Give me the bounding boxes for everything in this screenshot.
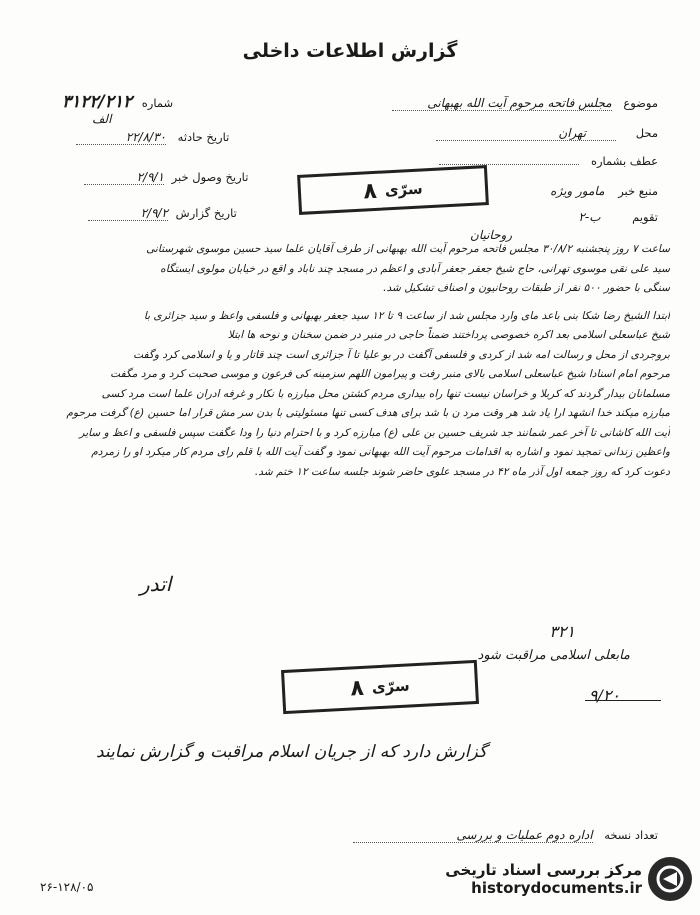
report-body xyxy=(28,240,670,482)
body-line: سنگی با حضور ۵۰۰ نفر از طبقات روحانیون و اصناف تشکیل شد. xyxy=(383,282,670,294)
stamp-label: سرّی xyxy=(384,179,424,200)
number-value: ۳۱۲۲/۲۱۲ xyxy=(62,92,133,112)
subject-row xyxy=(392,96,658,111)
body-line: مسلمانان بیدار گردند که کربلا و خراسان نیست تنها راه بیداری مردم کشتن محل مبارزه با نکار و غرفه ادران علما است مرد کسی xyxy=(101,387,670,400)
annotation-underline xyxy=(585,700,661,701)
annotation-unit-note: مابعلی اسلامی مراقبت شود xyxy=(477,648,630,663)
place-value: تهران xyxy=(436,126,616,141)
classification-stamp-bottom xyxy=(281,660,479,714)
body-line: شیخ عباسعلی اسلامی بعد اکره خصوصی پرداختند ضمناً حاجی در منبر در ضمن سخنان و نوحه ها ابتلا xyxy=(227,329,670,341)
body-line: ابتدا الشیخ رضا شکا بنی باعد مای وارد مجلس شد از ساعت ۹ تا ۱۲ سید جعفر بهبهانی و فلسفی واعظ و سید جزائری با xyxy=(143,309,670,322)
annotation-number-9: ۹/۲۰ xyxy=(588,686,620,705)
receipt-date-row xyxy=(84,170,248,185)
copies-label: تعداد نسخه xyxy=(604,828,658,842)
report-date-row xyxy=(88,206,237,221)
subject-value: مجلس فاتحه مرحوم آیت الله بهبهانی xyxy=(392,96,612,111)
handwritten-initials: اتدر xyxy=(140,572,172,596)
source-value: مامور ویژه xyxy=(550,184,605,198)
body-line: مرحوم امام اسنادا شیخ عباسعلی اسلامی بالای منبر رفت و پیرامون اللهم سزمینه کی فرعون و موسی صحبت کرد و مرد مگفت xyxy=(110,368,670,380)
body-line: مبارزه میکند خدا انشهد ارا یاد شد هر وقت مرد ن با شد برای هدف کسی تنها مسئولیتی با بدن سر مش قرار اما حسین (ع) گرفت مرحوم xyxy=(66,407,670,419)
incident-date-row xyxy=(76,130,229,145)
source-row xyxy=(550,184,658,198)
body-line: دعوت کرد که روز جمعه اول آذر ماه ۴۲ در مسجد علوی حاضر شوند جلسه ساعت ۱۲ ختم شد. xyxy=(254,465,670,478)
archive-logo-icon xyxy=(648,857,692,901)
number-row xyxy=(62,92,173,112)
handwritten-note-top: روحانیان xyxy=(470,228,513,242)
incident-date-value: ۲۲/۸/۳۰ xyxy=(76,130,166,145)
watermark-line2: historydocuments.ir xyxy=(471,879,642,897)
receipt-date-label: تاریخ وصول خبر xyxy=(171,170,249,184)
stamp-label: سرّی xyxy=(371,676,411,697)
watermark xyxy=(445,857,692,901)
copies-value: اداره دوم عملیات و بررسی xyxy=(353,828,593,843)
body-line: بروجردی از محل و رسالت امه شد از کردی و فلسفی آگفت در بو علیا تا آ جزائری است چند قاتار و یا و اسلامی کرد وگفت xyxy=(133,348,670,361)
watermark-text xyxy=(445,861,642,897)
annotation-number-321: ۳۲۱ xyxy=(549,622,575,641)
report-date-label: تاریخ گزارش xyxy=(175,206,237,220)
body-line: ساعت ۷ روز پنجشنبه ۳۰/۸/۲ مجلس فاتحه مرحوم آیت الله بهبهانی از طرف آقایان علما سید حسین موسوی شهرستانی xyxy=(146,243,670,255)
number-suffix: الف xyxy=(92,112,112,126)
watermark-line1: مرکز بررسی اسناد تاریخی xyxy=(445,861,642,879)
place-row xyxy=(436,126,658,141)
evaluation-value: ب-۲ xyxy=(578,210,601,224)
body-line: سید علی نقی موسوی تهرانی، حاج شیخ جعفر جعفر آبادی و اعظم در مسجد چند ناباد و اقع در خیابان مولوی ایستگاه xyxy=(160,262,670,275)
evaluation-row xyxy=(578,210,658,224)
incident-date-label: تاریخ حادثه xyxy=(177,130,230,144)
subject-label: موضوع xyxy=(623,96,658,110)
ref-number-label: عطف بشماره xyxy=(590,154,658,168)
number-label: شماره xyxy=(141,96,174,110)
stamp-value: ۸ xyxy=(349,675,365,702)
number-suffix-row xyxy=(92,112,111,126)
source-label: منبع خبر xyxy=(618,184,658,198)
report-date-value: ۲/۹/۲ xyxy=(88,206,168,221)
evaluation-label: تقویم xyxy=(632,210,658,224)
copies-row xyxy=(353,828,658,843)
stamp-value: ۸ xyxy=(362,178,378,205)
body-line: واعظین زندانی تمجید نمود و اشاره به اقدامات مرحوم آیت الله بهبهانی نمود و گفت آیت الله با قلم رای مردم کار میکرد او را زمردم xyxy=(91,446,670,458)
footer-code: ۲۶-۱۲۸/۰۵ xyxy=(40,880,94,894)
document-title: گزارش اطلاعات داخلی xyxy=(242,40,458,62)
annotation-long-note: گزارش دارد که از جریان اسلام مراقبت و گزارش نمایند xyxy=(96,742,487,762)
body-line: آیت الله کاشانی تا آخر عمر شمانند جد شریف حسین بن علی (ع) مبارزه کرد و با احترام دنیا را ودا عگفت سپس فلسفی و اعظ و سایر xyxy=(79,426,670,439)
receipt-date-value: ۲/۹/۱ xyxy=(84,170,164,185)
place-label: محل xyxy=(635,126,658,140)
classification-stamp-top xyxy=(297,165,489,215)
